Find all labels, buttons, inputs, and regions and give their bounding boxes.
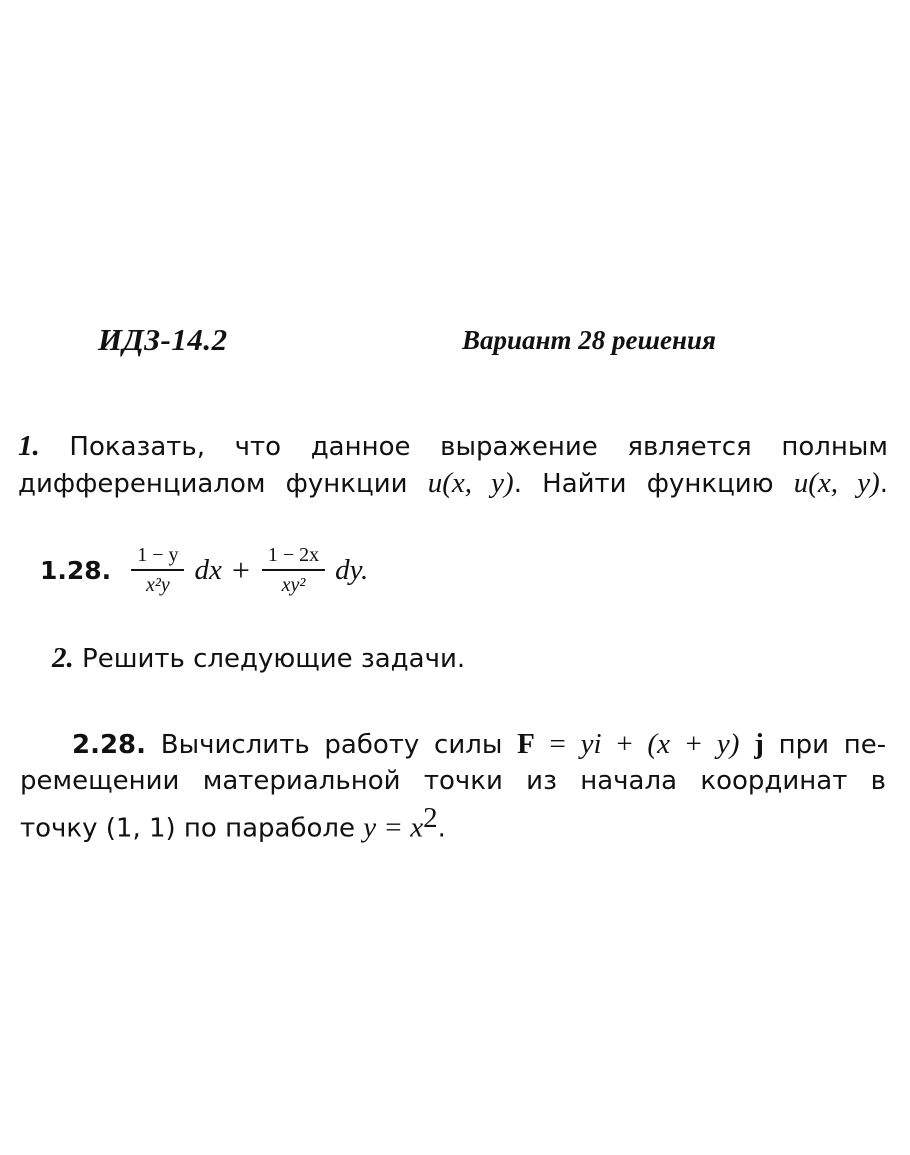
problem-2-28-end-3: . [437,813,446,844]
force-symbol: F [517,728,535,760]
task-2-text: Решить следующие задачи. [82,644,466,674]
problem-2-28 [20,726,887,844]
plus-sign: + [231,551,250,588]
parabola-exponent: 2 [423,802,438,834]
problem-2-28-line-2 [20,763,886,800]
dx-term: dx [194,553,222,586]
x-plus-y-term: (x + y) [647,728,740,760]
fraction-1 [131,544,184,596]
fraction-1-bar [131,569,184,571]
problem-2-28-label: 2.28. [72,730,147,760]
task-1-line-2 [18,465,888,502]
function-u-b: u(x, y) [793,467,880,499]
problem-2-28-text-3: точку (1, 1) по параболе [20,813,356,844]
task-2 [52,640,465,677]
problem-1-28 [40,535,372,605]
plus-sign-2: + [616,728,633,760]
task-1-text-3: . Найти функцию [513,469,774,499]
problem-2-28-end-1: при пе- [778,730,887,760]
fraction-1-numerator: 1 − y [137,544,179,567]
task-1-text-1: Показать, что данное выражение является полным [69,432,889,462]
variant-title: Вариант 28 решения [462,325,716,355]
document-id: ИДЗ-14.2 [98,322,228,357]
task-1-end: . [879,469,889,499]
problem-2-28-text-1: Вычислить работу силы [160,730,503,760]
function-u-a: u(x, y) [427,467,514,499]
dy-term: dy. [335,553,369,586]
j-vector: j [754,728,764,760]
problem-2-28-text-2: ремещении материальной точки из начала координат в [20,766,886,796]
task-1-number: 1. [18,430,40,462]
equals-sign: = [549,728,566,760]
fraction-1-denominator: x²y [145,573,170,596]
problem-2-28-line-3 [20,800,886,844]
task-1-text-2: дифференциалом функции [18,469,408,499]
fraction-2-denominator: xy² [281,573,306,596]
fraction-2 [262,544,325,596]
fraction-2-numerator: 1 − 2x [267,544,320,567]
parabola-equation: y = x [363,811,424,844]
yi-term: yi [580,728,602,760]
task-1-line-1 [18,428,888,465]
task-2-number: 2. [52,642,74,674]
problem-2-28-line-1 [20,726,886,763]
problem-1-28-label: 1.28. [40,555,112,585]
task-1 [18,428,888,502]
fraction-2-bar [262,569,325,571]
task-2-line [52,640,465,677]
